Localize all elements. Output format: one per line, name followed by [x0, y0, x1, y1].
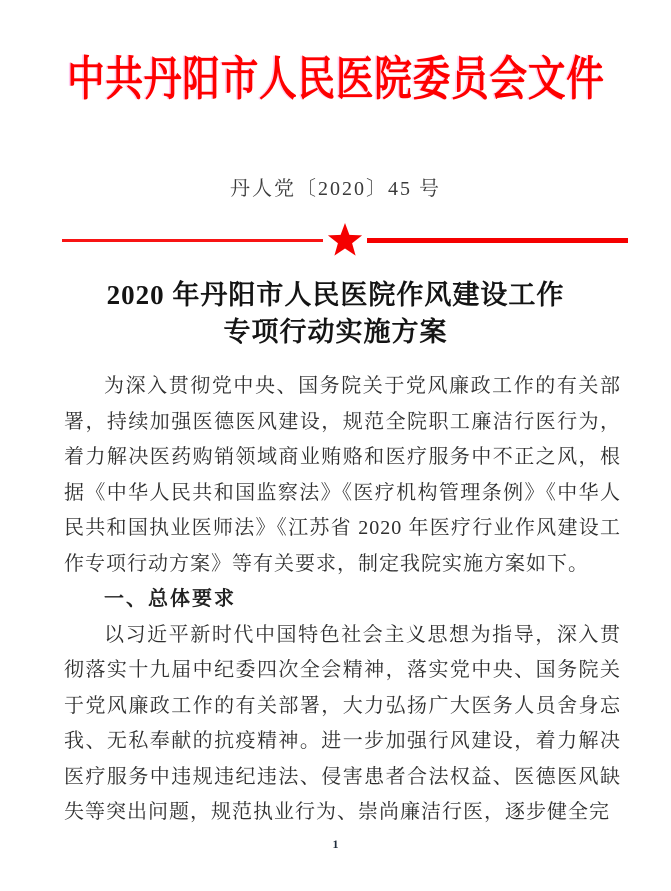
section-heading-1: 一、总体要求: [104, 588, 236, 610]
letterhead-org-title: 中共丹阳市人民医院委员会文件: [67, 54, 605, 106]
section-1-paragraph: 以习近平新时代中国特色社会主义思想为指导，深入贯彻落实十九届中纪委四次全会精神，落实党中央、国务院关于党风廉政工作的有关部署，大力弘扬广大医务人员舍身忘我、无私奉献的抗疫精神。进一步加强行风建设，着力解决医疗服务中违规违纪违法、侵害患者合法权益、医德医风缺失等突出问题，规范执业行为、崇尚廉洁行医，逐步健全完: [64, 623, 621, 823]
page-number: 1: [332, 837, 339, 851]
document-title-line2: 专项行动实施方案: [223, 317, 448, 347]
divider-line-right: [367, 238, 628, 243]
document-body: [64, 369, 621, 831]
document-title-line1: 2020 年丹阳市人民医院作风建设工作: [106, 280, 565, 310]
intro-paragraph: 为深入贯彻党中央、国务院关于党风廉政工作的有关部署，持续加强医德医风建设，规范全院职工廉洁行医行为，着力解决医药购销领域商业贿赂和医疗服务中不正之风，根据《中华人民共和国监察法》《医疗机构管理条例》《中华人民共和国执业医师法》《江苏省 2020 年医疗行业作风建设工作专项行动方案》等有关要求，制定我院实施方案如下。: [64, 375, 621, 575]
letterhead-divider: [62, 221, 628, 259]
red-star-icon: [326, 221, 364, 259]
document-title: [0, 277, 671, 351]
divider-line-left: [62, 239, 323, 242]
document-reference-number: 丹人党〔2020〕45 号: [230, 178, 441, 200]
